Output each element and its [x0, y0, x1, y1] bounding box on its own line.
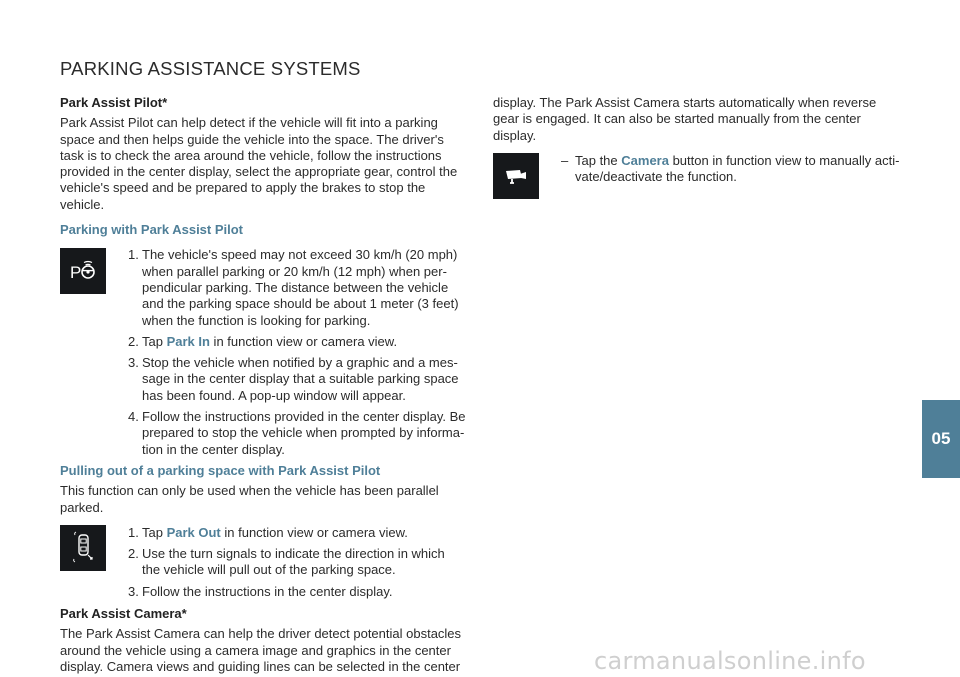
park-in-button-ref: Park In [166, 333, 210, 349]
park-out-button-ref: Park Out [166, 524, 221, 540]
watermark: carmanualsonline.info [594, 647, 866, 675]
parking-step-4: 4. Follow the instructions provided in the center display. Be prepared to stop the vehicle when prompted by informa-tion in the center display. [128, 409, 466, 457]
pulling-out-step-2: 2. Use the turn signals to indicate the direction in which the vehicle will pull out of the parking space. [128, 546, 445, 578]
parking-with-pilot-heading: Parking with Park Assist Pilot [60, 222, 244, 238]
camera-activate-instruction: – Tap the Camera button in function view to manually acti-vate/deactivate the function. [561, 152, 900, 185]
camera-bullet-block [493, 153, 905, 186]
right-column [493, 95, 905, 185]
park-assist-pilot-heading: Park Assist Pilot* [60, 95, 168, 110]
parking-steps-block [60, 247, 466, 458]
park-assist-camera-body-right: display. The Park Assist Camera starts automatically when reverse gear is engaged. It can also be started manually from the center display. [493, 95, 877, 143]
park-out-car-icon [60, 525, 106, 571]
pulling-out-step-3: 3. Follow the instructions in the center display. [128, 583, 393, 599]
pulling-out-intro: This function can only be used when the vehicle has been parallel parked. [60, 483, 439, 515]
pulling-out-heading: Pulling out of a parking space with Park Assist Pilot [60, 462, 381, 478]
park-assist-camera-heading: Park Assist Camera* [60, 606, 187, 622]
svg-text:P: P [70, 263, 82, 283]
page-title: PARKING ASSISTANCE SYSTEMS [60, 58, 361, 79]
left-column [60, 95, 466, 675]
park-assist-camera-body-left: The Park Assist Camera can help the driver detect potential obstacles around the vehicle using a camera image and graphics in the center display. Camera views and guiding lines can be selected in the center [60, 626, 462, 674]
park-assist-pilot-intro: Park Assist Pilot can help detect if the vehicle will fit into a parking space and then helps guide the vehicle into the space. The driver's task is to check the area around the vehicle, follow the instructions provided in the center display, select the appropriate gear, control the vehicle's speed and be prepared to apply the brakes to stop the vehicle. [60, 115, 458, 212]
parking-step-3: 3. Stop the vehicle when notified by a graphic and a mes-sage in the center display that a suitable parking space has been found. A pop-up window will appear. [128, 355, 459, 403]
chapter-tab[interactable]: 05 [922, 400, 960, 478]
pulling-out-step-1: 1. Tap Park Out in function view or camera view. [128, 524, 408, 540]
parking-step-2: 2. Tap Park In in function view or camera view. [128, 333, 398, 349]
park-assist-p-icon [60, 248, 106, 294]
parking-step-1: 1. The vehicle's speed may not exceed 30 km/h (20 mph) when parallel parking or 20 km/h (12 mph) when per-pendicular parking. The distance between the vehicle and the parking space should be about 1 meter (3 feet) when the function is looking for parking. [128, 247, 459, 328]
camera-icon [493, 153, 539, 199]
camera-button-ref: Camera [621, 152, 669, 168]
pulling-out-steps-block [60, 525, 466, 600]
